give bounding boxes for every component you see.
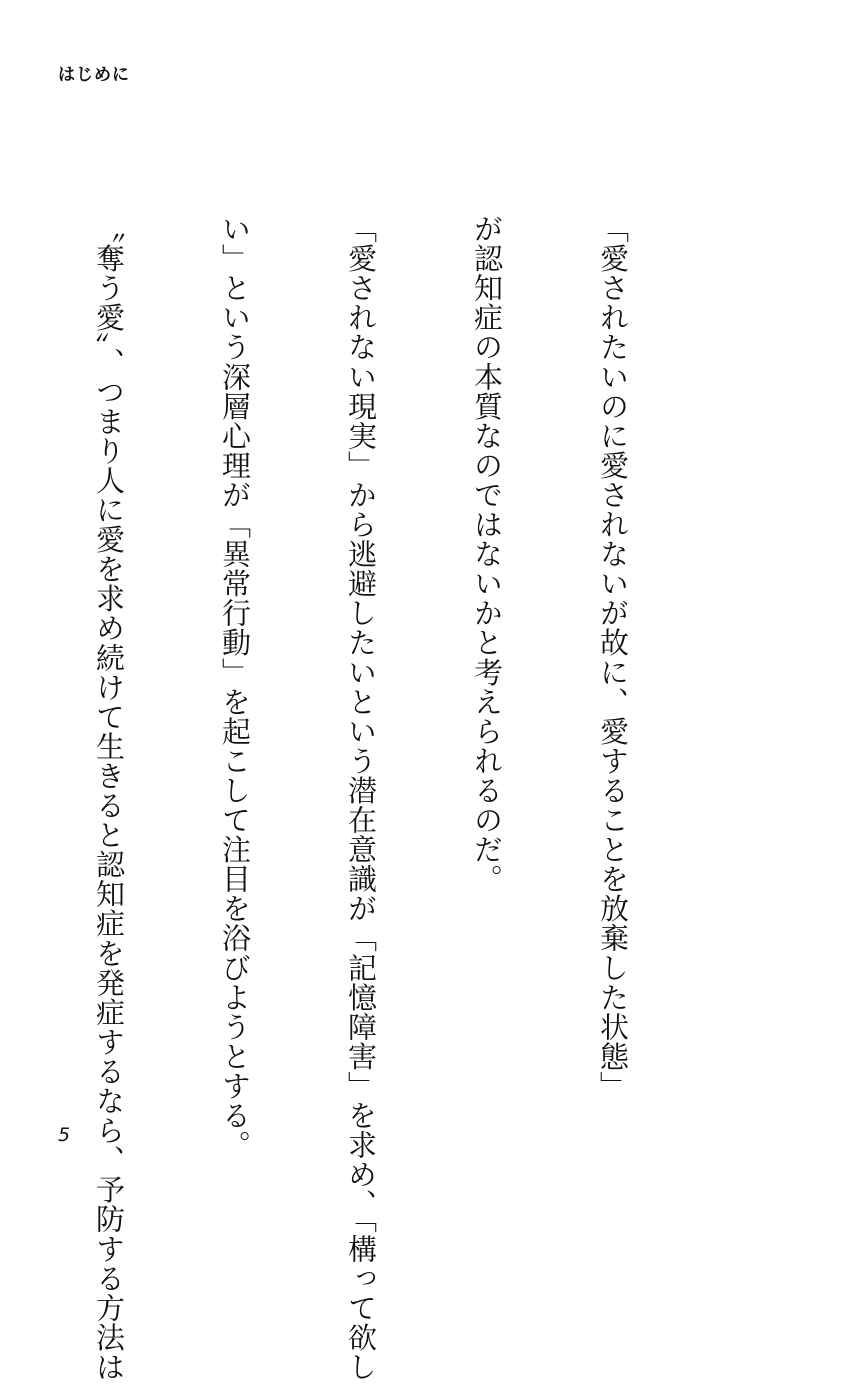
text-line: 「愛されたいのに愛されないが故に、愛することを放棄した状態」 — [596, 214, 630, 1101]
page-number: 5 — [58, 1124, 71, 1146]
vertical-body-text — [0, 214, 718, 1382]
chapter-title: はじめに — [58, 65, 130, 85]
text-line: 〝奪う愛〟、つまり人に愛を求め続けて生きると認知症を発症するなら、予防する方法は — [92, 214, 126, 1382]
text-line: が認知症の本質なのではないかと考えられるのだ。 — [470, 214, 504, 894]
text-line: い」という深層心理が「異常行動」を起こして注目を浴びようとする。 — [218, 214, 252, 1160]
text-line: 「愛されない現実」から逃避したいという潜在意識が「記憶障害」を求め、「構って欲し — [344, 214, 378, 1382]
text-line — [0, 214, 4, 1094]
